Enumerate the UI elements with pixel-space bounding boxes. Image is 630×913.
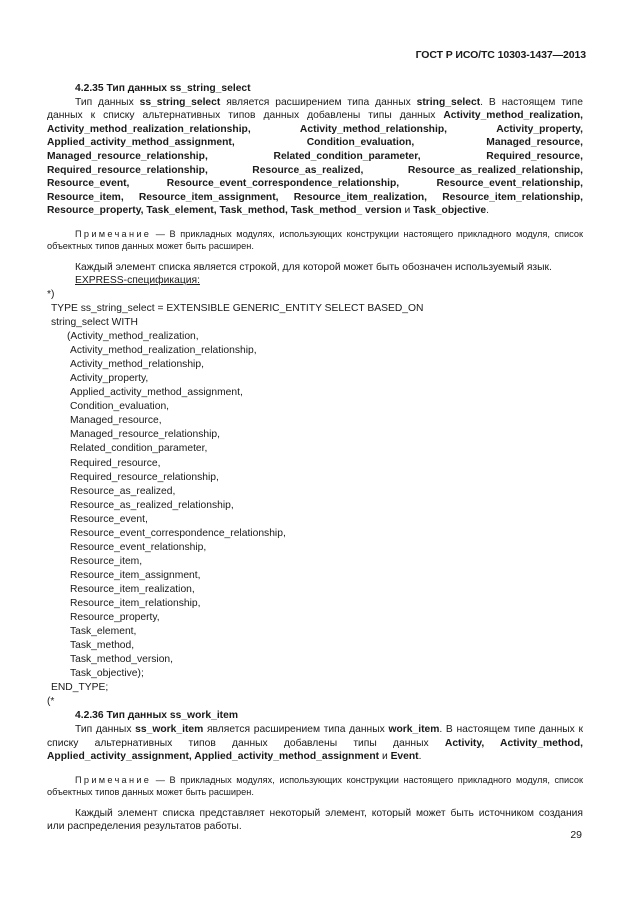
- code-type-declaration: TYPE ss_string_select = EXTENSIBLE GENERIC_ENTITY SELECT BASED_ON: [51, 302, 424, 314]
- bold-term: string_select: [416, 96, 481, 108]
- text-run: является расширением типа данных: [220, 96, 417, 108]
- note-label: Примечание: [75, 228, 152, 239]
- section-title-ss-string-select: 4.2.35 Тип данных ss_string_select: [75, 83, 251, 94]
- text-run: . В настоящем типе данных к списку альтернативных типов данных добавлены типы данных: [47, 96, 583, 122]
- code-select-item: Managed_resource,: [70, 415, 162, 427]
- text-run: .: [486, 205, 490, 217]
- code-select-item: Resource_item_relationship,: [70, 597, 201, 609]
- code-select-item: Required_resource_relationship,: [70, 471, 219, 483]
- bold-term: Activity_method_realization, Activity_method_realization_relationship, Activity_method_relationship, Activity_property, Applied_activity_method_assignment, Condition_evaluation, Managed_resource, Managed_resource_relationship, Related_condition_parameter, Required_resource, Required_resource_relationship, Resource_as_realized, Resource_as_realized_relationship, Resource_event, Resource_event_correspondence_relationship, Resource_event_relationship, Resource_item, Resource_item_assignment, Resource_item_realization, Resource_item_relationship, Resource_property, Task_element, Task_method, Task_method_ version: [47, 110, 583, 217]
- bold-term: Task_objective: [413, 205, 487, 217]
- code-select-item: Resource_item_assignment,: [70, 569, 201, 581]
- text-run: и: [379, 751, 391, 763]
- code-select-item: Resource_as_realized_relationship,: [70, 499, 234, 511]
- text-run: .: [418, 751, 422, 763]
- code-select-item: Managed_resource_relationship,: [70, 429, 220, 441]
- note-label: Примечание: [75, 774, 152, 785]
- code-select-item: Activity_property,: [70, 373, 149, 385]
- code-select-item: Resource_event,: [70, 513, 148, 525]
- code-select-item: Resource_item_realization,: [70, 583, 195, 595]
- code-select-item: Required_resource,: [70, 457, 161, 469]
- section-title-ss-work-item: 4.2.36 Тип данных ss_work_item: [75, 710, 238, 722]
- code-select-item: Activity_method_relationship,: [70, 359, 204, 371]
- code-select-item: Task_method,: [70, 640, 135, 652]
- code-select-item: Task_method_version,: [70, 654, 174, 666]
- list-description: Каждый элемент списка является строкой, для которой может быть обозначен используемый язык.: [75, 261, 552, 273]
- note: [47, 774, 583, 799]
- code-select-item: Task_objective);: [70, 668, 144, 680]
- text-run: Тип данных: [75, 96, 140, 108]
- bold-term: ss_work_item: [135, 723, 204, 735]
- code-select-item: Applied_activity_method_assignment,: [70, 387, 243, 399]
- bold-term: Activity, Activity_method, Applied_activity_assignment, Applied_activity_method_assignment: [47, 737, 583, 763]
- work-item-description: Каждый элемент списка представляет некоторый элемент, который может быть источником создания или распределения результатов работы.: [47, 807, 583, 833]
- text-run: и: [401, 205, 414, 217]
- code-comment-open: (*: [47, 696, 55, 708]
- section-paragraph: [47, 723, 583, 764]
- note-text: — В прикладных модулях, использующих конструкции настоящего прикладного модуля, список объектных типов данных может быть расширен.: [47, 228, 583, 252]
- page-number: 29: [570, 829, 582, 841]
- code-select-item: Resource_event_relationship,: [70, 541, 207, 553]
- text-run: . В настоящем типе данных к списку альтернативных типов данных добавлены типы данных: [47, 723, 583, 749]
- code-select-item: Resource_event_correspondence_relationship,: [70, 527, 286, 539]
- text-run: является расширением типа данных: [203, 723, 389, 735]
- code-select-item: Resource_property,: [70, 612, 160, 624]
- code-comment-close: *): [47, 288, 55, 300]
- code-with-line: string_select WITH: [51, 317, 138, 329]
- code-select-item: Related_condition_parameter,: [70, 443, 208, 455]
- code-select-item: Task_element,: [70, 626, 137, 638]
- note-text: — В прикладных модулях, использующих конструкции настоящего прикладного модуля, список объектных типов данных может быть расширен.: [47, 774, 583, 798]
- code-select-items: [47, 330, 583, 681]
- bold-term: work_item: [388, 723, 440, 735]
- express-label: EXPRESS-спецификация:: [75, 275, 200, 287]
- note: [47, 228, 583, 253]
- code-select-item: (Activity_method_realization,: [67, 331, 199, 343]
- code-select-item: Condition_evaluation,: [70, 401, 170, 413]
- express-code-block: [47, 288, 583, 709]
- code-select-item: Activity_method_realization_relationship,: [70, 345, 257, 357]
- bold-term: ss_string_select: [139, 96, 221, 108]
- code-select-item: Resource_as_realized,: [70, 485, 176, 497]
- document-header: ГОСТ Р ИСО/ТС 10303-1437—2013: [415, 49, 586, 61]
- text-run: Тип данных: [75, 723, 136, 735]
- code-select-item: Resource_item,: [70, 555, 143, 567]
- section-paragraph: [47, 96, 583, 218]
- code-end-type: END_TYPE;: [51, 682, 109, 694]
- page-content: [47, 82, 583, 834]
- bold-term: Event: [390, 751, 419, 763]
